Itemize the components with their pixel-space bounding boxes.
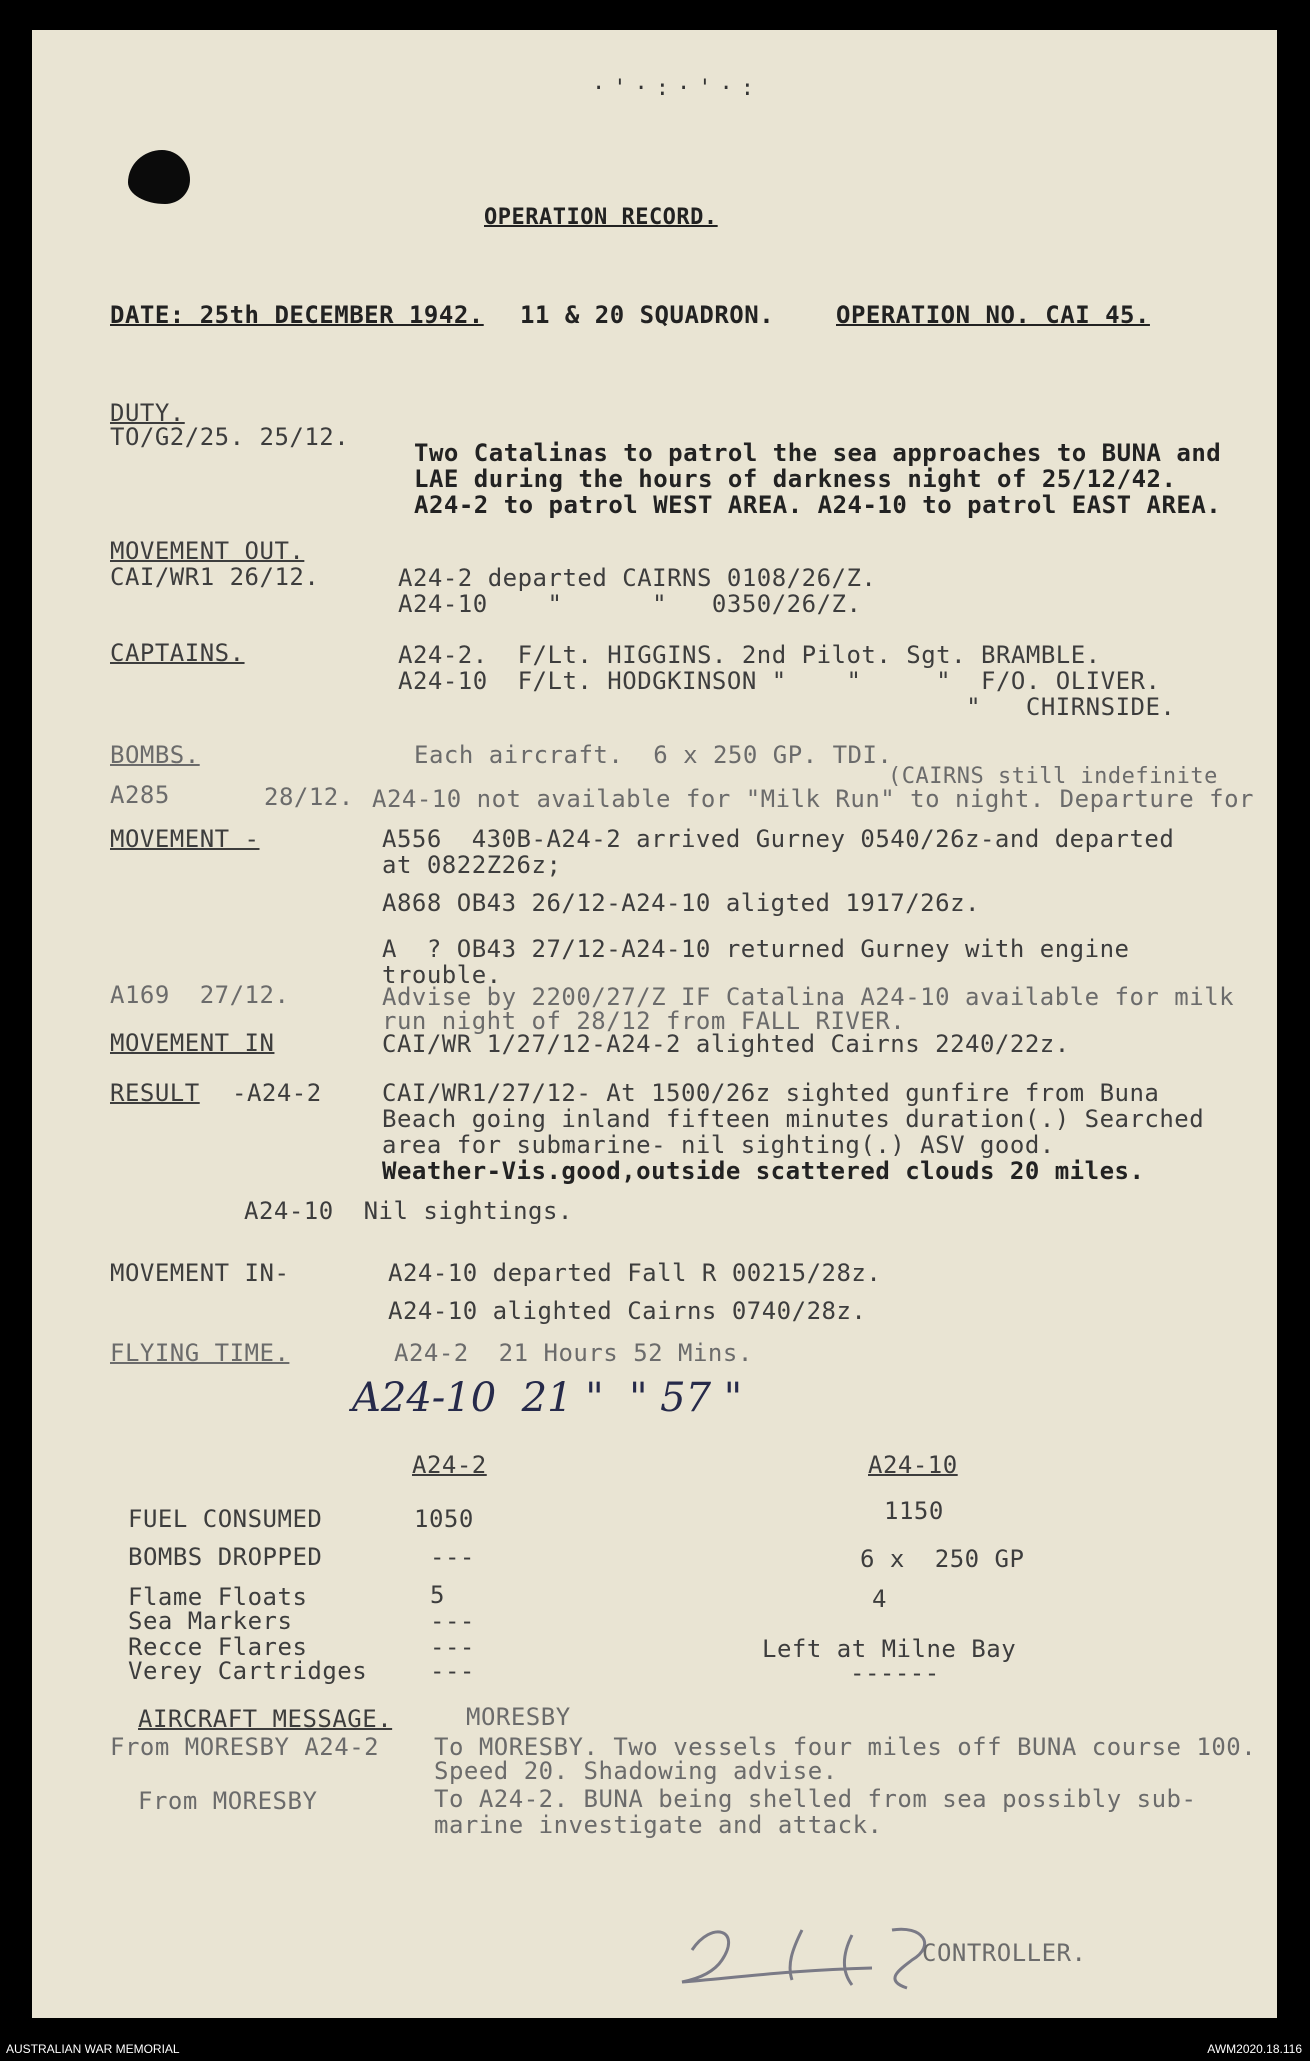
movement-in-2-label: MOVEMENT IN-	[110, 1259, 290, 1287]
movement-line: at 0822Z26z;	[382, 851, 562, 879]
stat-a24-2: ---	[430, 1607, 475, 1635]
bombs-label: BOMBS.	[110, 741, 200, 769]
controller-label: CONTROLLER.	[922, 1939, 1087, 1967]
col-a24-2-header: A24-2	[412, 1451, 487, 1479]
message-line: To A24-2. BUNA being shelled from sea possibly sub-	[434, 1785, 1197, 1813]
result-line: Weather-Vis.good,outside scattered clouds 20 miles.	[382, 1157, 1145, 1185]
stat-label: BOMBS DROPPED	[128, 1543, 323, 1571]
result-line: area for submarine- nil sighting(.) ASV good.	[382, 1131, 1055, 1159]
message-from: From MORESBY A24-2	[110, 1733, 380, 1761]
message-from: From MORESBY	[138, 1787, 318, 1815]
duty-label: DUTY.	[110, 399, 185, 427]
movement-line: A868 OB43 26/12-A24-10 aligted 1917/26z.	[382, 889, 980, 917]
movement-label: MOVEMENT -	[110, 825, 260, 853]
result-line: Beach going inland fifteen minutes duration(.) Searched	[382, 1105, 1205, 1133]
movement-line: A556 430B-A24-2 arrived Gurney 0540/26z-and departed	[382, 825, 1175, 853]
message-line: Speed 20. Shadowing advise.	[434, 1757, 838, 1785]
col-a24-10-header: A24-10	[868, 1451, 958, 1479]
movement-in-2-line: A24-10 departed Fall R 00215/28z.	[388, 1259, 882, 1287]
a169-line: run night of 28/12 from FALL RIVER.	[382, 1007, 906, 1035]
flying-time-line: A24-2 21 Hours 52 Mins.	[394, 1339, 753, 1367]
result-aircraft: -A24-2	[232, 1079, 322, 1107]
a169-ref: A169 27/12.	[110, 981, 290, 1009]
aircraft-message-label: AIRCRAFT MESSAGE.	[138, 1705, 393, 1733]
bombs-line: Each aircraft. 6 x 250 GP. TDI.	[414, 741, 893, 769]
captains-line: " CHIRNSIDE.	[398, 693, 1176, 721]
stat-label: Recce Flares	[128, 1633, 308, 1661]
stat-a24-10: Left at Milne Bay	[762, 1635, 1017, 1663]
stat-a24-10: 1150	[884, 1497, 944, 1525]
movement-out-ref: CAI/WR1 26/12.	[110, 563, 320, 591]
stat-a24-2: 1050	[414, 1505, 474, 1533]
message-line: marine investigate and attack.	[434, 1811, 883, 1839]
stat-a24-2: 5	[430, 1581, 445, 1609]
squadron: 11 & 20 SQUADRON.	[520, 301, 775, 329]
captains-line: A24-10 F/Lt. HODGKINSON " " " F/O. OLIVER.	[398, 667, 1161, 695]
paper-hole	[128, 150, 190, 204]
stat-a24-10: 6 x 250 GP	[860, 1545, 1025, 1573]
result-line: CAI/WR1/27/12- At 1500/26z sighted gunfire from Buna	[382, 1079, 1160, 1107]
operation-number: OPERATION NO. CAI 45.	[836, 301, 1150, 329]
message-over: MORESBY	[466, 1703, 571, 1731]
movement-in-line: CAI/WR 1/27/12-A24-2 alighted Cairns 2240/22z.	[382, 1030, 1070, 1058]
captains-label: CAPTAINS.	[110, 639, 245, 667]
a285-line: A24-10 not available for "Milk Run" to night. Departure for	[372, 785, 1255, 813]
stat-label: Sea Markers	[128, 1607, 293, 1635]
a169-line: Advise by 2200/27/Z IF Catalina A24-10 available for milk	[382, 983, 1235, 1011]
footer-right: AWM2020.18.116	[1207, 2042, 1302, 2056]
result-label: RESULT	[110, 1079, 200, 1107]
handwritten-flying-time: A24-10 21 " " 57 "	[352, 1375, 743, 1421]
footer-left: AUSTRALIAN WAR MEMORIAL	[6, 2042, 180, 2056]
movement-out-line: A24-2 departed CAIRNS 0108/26/Z.	[398, 564, 877, 592]
stat-label: Verey Cartridges	[128, 1657, 368, 1685]
stat-label: Flame Floats	[128, 1583, 308, 1611]
stat-a24-10: 4	[872, 1585, 887, 1613]
movement-in-label: MOVEMENT IN	[110, 1029, 275, 1057]
flying-time-label: FLYING TIME.	[110, 1339, 290, 1367]
duty-line: LAE during the hours of darkness night of 25/12/42.	[414, 465, 1177, 493]
ink-marks: ·'·:·'·:	[592, 76, 762, 101]
date-line: DATE: 25th DECEMBER 1942.	[110, 301, 484, 329]
captains-line: A24-2. F/Lt. HIGGINS. 2nd Pilot. Sgt. BRAMBLE.	[398, 641, 1101, 669]
movement-in-2-line: A24-10 alighted Cairns 0740/28z.	[388, 1297, 867, 1325]
movement-out-line: A24-10 " " 0350/26/Z.	[398, 590, 862, 618]
a285-note: (CAIRNS still indefinite	[888, 764, 1218, 789]
movement-line: A ? OB43 27/12-A24-10 returned Gurney with engine	[382, 935, 1130, 963]
document-title: OPERATION RECORD.	[484, 205, 718, 230]
movement-out-label: MOVEMENT OUT.	[110, 537, 305, 565]
a285-ref: A285	[110, 781, 170, 809]
result-a24-10: A24-10 Nil sightings.	[244, 1197, 573, 1225]
document-page	[32, 30, 1277, 2018]
stat-a24-2: ---	[430, 1543, 475, 1571]
stat-a24-2: ---	[430, 1633, 475, 1661]
duty-line: Two Catalinas to patrol the sea approaches to BUNA and	[414, 439, 1222, 467]
stat-a24-2: ---	[430, 1657, 475, 1685]
a285-date: 28/12.	[264, 783, 354, 811]
message-line: To MORESBY. Two vessels four miles off BUNA course 100.	[434, 1733, 1257, 1761]
movement-line: trouble.	[382, 961, 502, 989]
duty-line: A24-2 to patrol WEST AREA. A24-10 to patrol EAST AREA.	[414, 491, 1222, 519]
stat-a24-10: ------	[850, 1659, 940, 1687]
duty-ref: TO/G2/25. 25/12.	[110, 423, 350, 451]
stat-label: FUEL CONSUMED	[128, 1505, 323, 1533]
